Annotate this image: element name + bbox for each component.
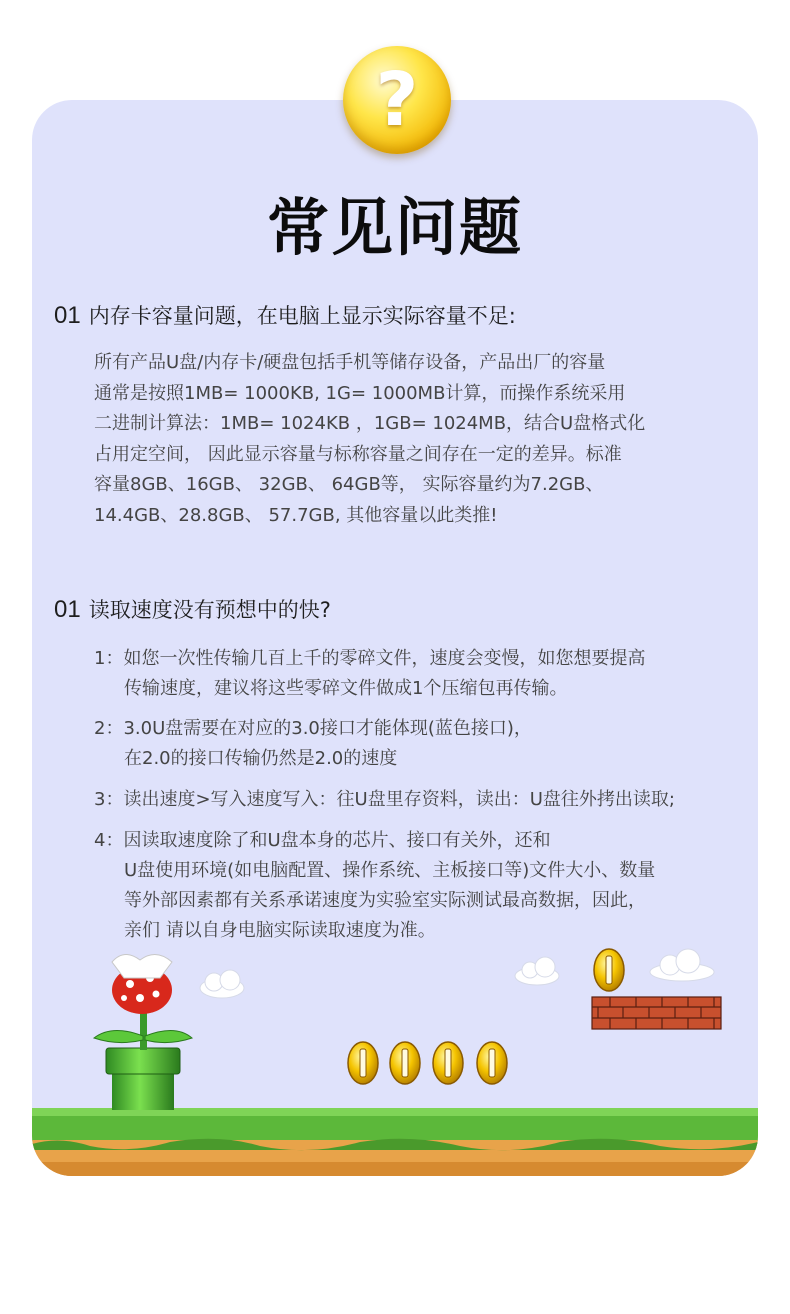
answer-1-line: 所有产品U盘/内存卡/硬盘包括手机等储存设备，产品出厂的容量 [94,352,606,373]
answer-1-line: 通常是按照1MB= 1000KB, 1G= 1000MB计算，而操作系统采用 [94,382,626,404]
answer-1-line: 占用定空间， 因此显示容量与标称容量之间存在一定的差异。标准 [94,443,622,465]
question-2-heading [54,594,331,624]
question-1-heading [54,300,516,330]
item-line: 亲们 请以自身电脑实际读取速度为准。 [124,920,436,941]
question-2-text: 读取速度没有预想中的快? [88,598,331,622]
item-line: 等外部因素都有关系承诺速度为实验室实际测试最高数据，因此， [124,890,646,911]
question-mark-badge-icon: ? [343,46,451,154]
item-line: 1：如您一次性传输几百上千的零碎文件，速度会变慢，如您想要提高 [94,648,646,669]
answer-2-item-1 [94,644,645,704]
answer-1-line: 二进制计算法：1MB= 1024KB ，1GB= 1024MB，结合U盘格式化 [94,413,646,434]
item-line: 在2.0的接口传输仍然是2.0的速度 [124,748,398,769]
answer-1-line: 容量8GB、16GB、 32GB、 64GB等， 实际容量约为7.2GB、 [94,474,604,495]
answer-1-paragraph [94,348,734,531]
item-line: 3：读出速度>写入速度写入：往U盘里存资料，读出：U盘往外拷出读取; [94,789,675,810]
question-1-number: 01 [54,302,81,329]
page-title: 常见问题 [266,191,523,264]
item-line: 4：因读取速度除了和U盘本身的芯片、接口有关外，还和 [94,830,551,851]
answer-2-item-2 [94,714,532,774]
item-line: 传输速度，建议将这些零碎文件做成1个压缩包再传输。 [124,678,568,699]
answer-2-item-3 [94,785,675,815]
question-1-text: 内存卡容量问题，在电脑上显示实际容量不足: [88,304,516,328]
item-line: U盘使用环境(如电脑配置、操作系统、主板接口等)文件大小、数量 [124,860,656,881]
answer-2-item-4 [94,826,655,946]
answer-1-line: 14.4GB、28.8GB、 57.7GB, 其他容量以此类推! [94,504,498,526]
question-2-number: 01 [54,596,81,623]
item-line: 2：3.0U盘需要在对应的3.0接口才能体现(蓝色接口)， [94,718,532,739]
